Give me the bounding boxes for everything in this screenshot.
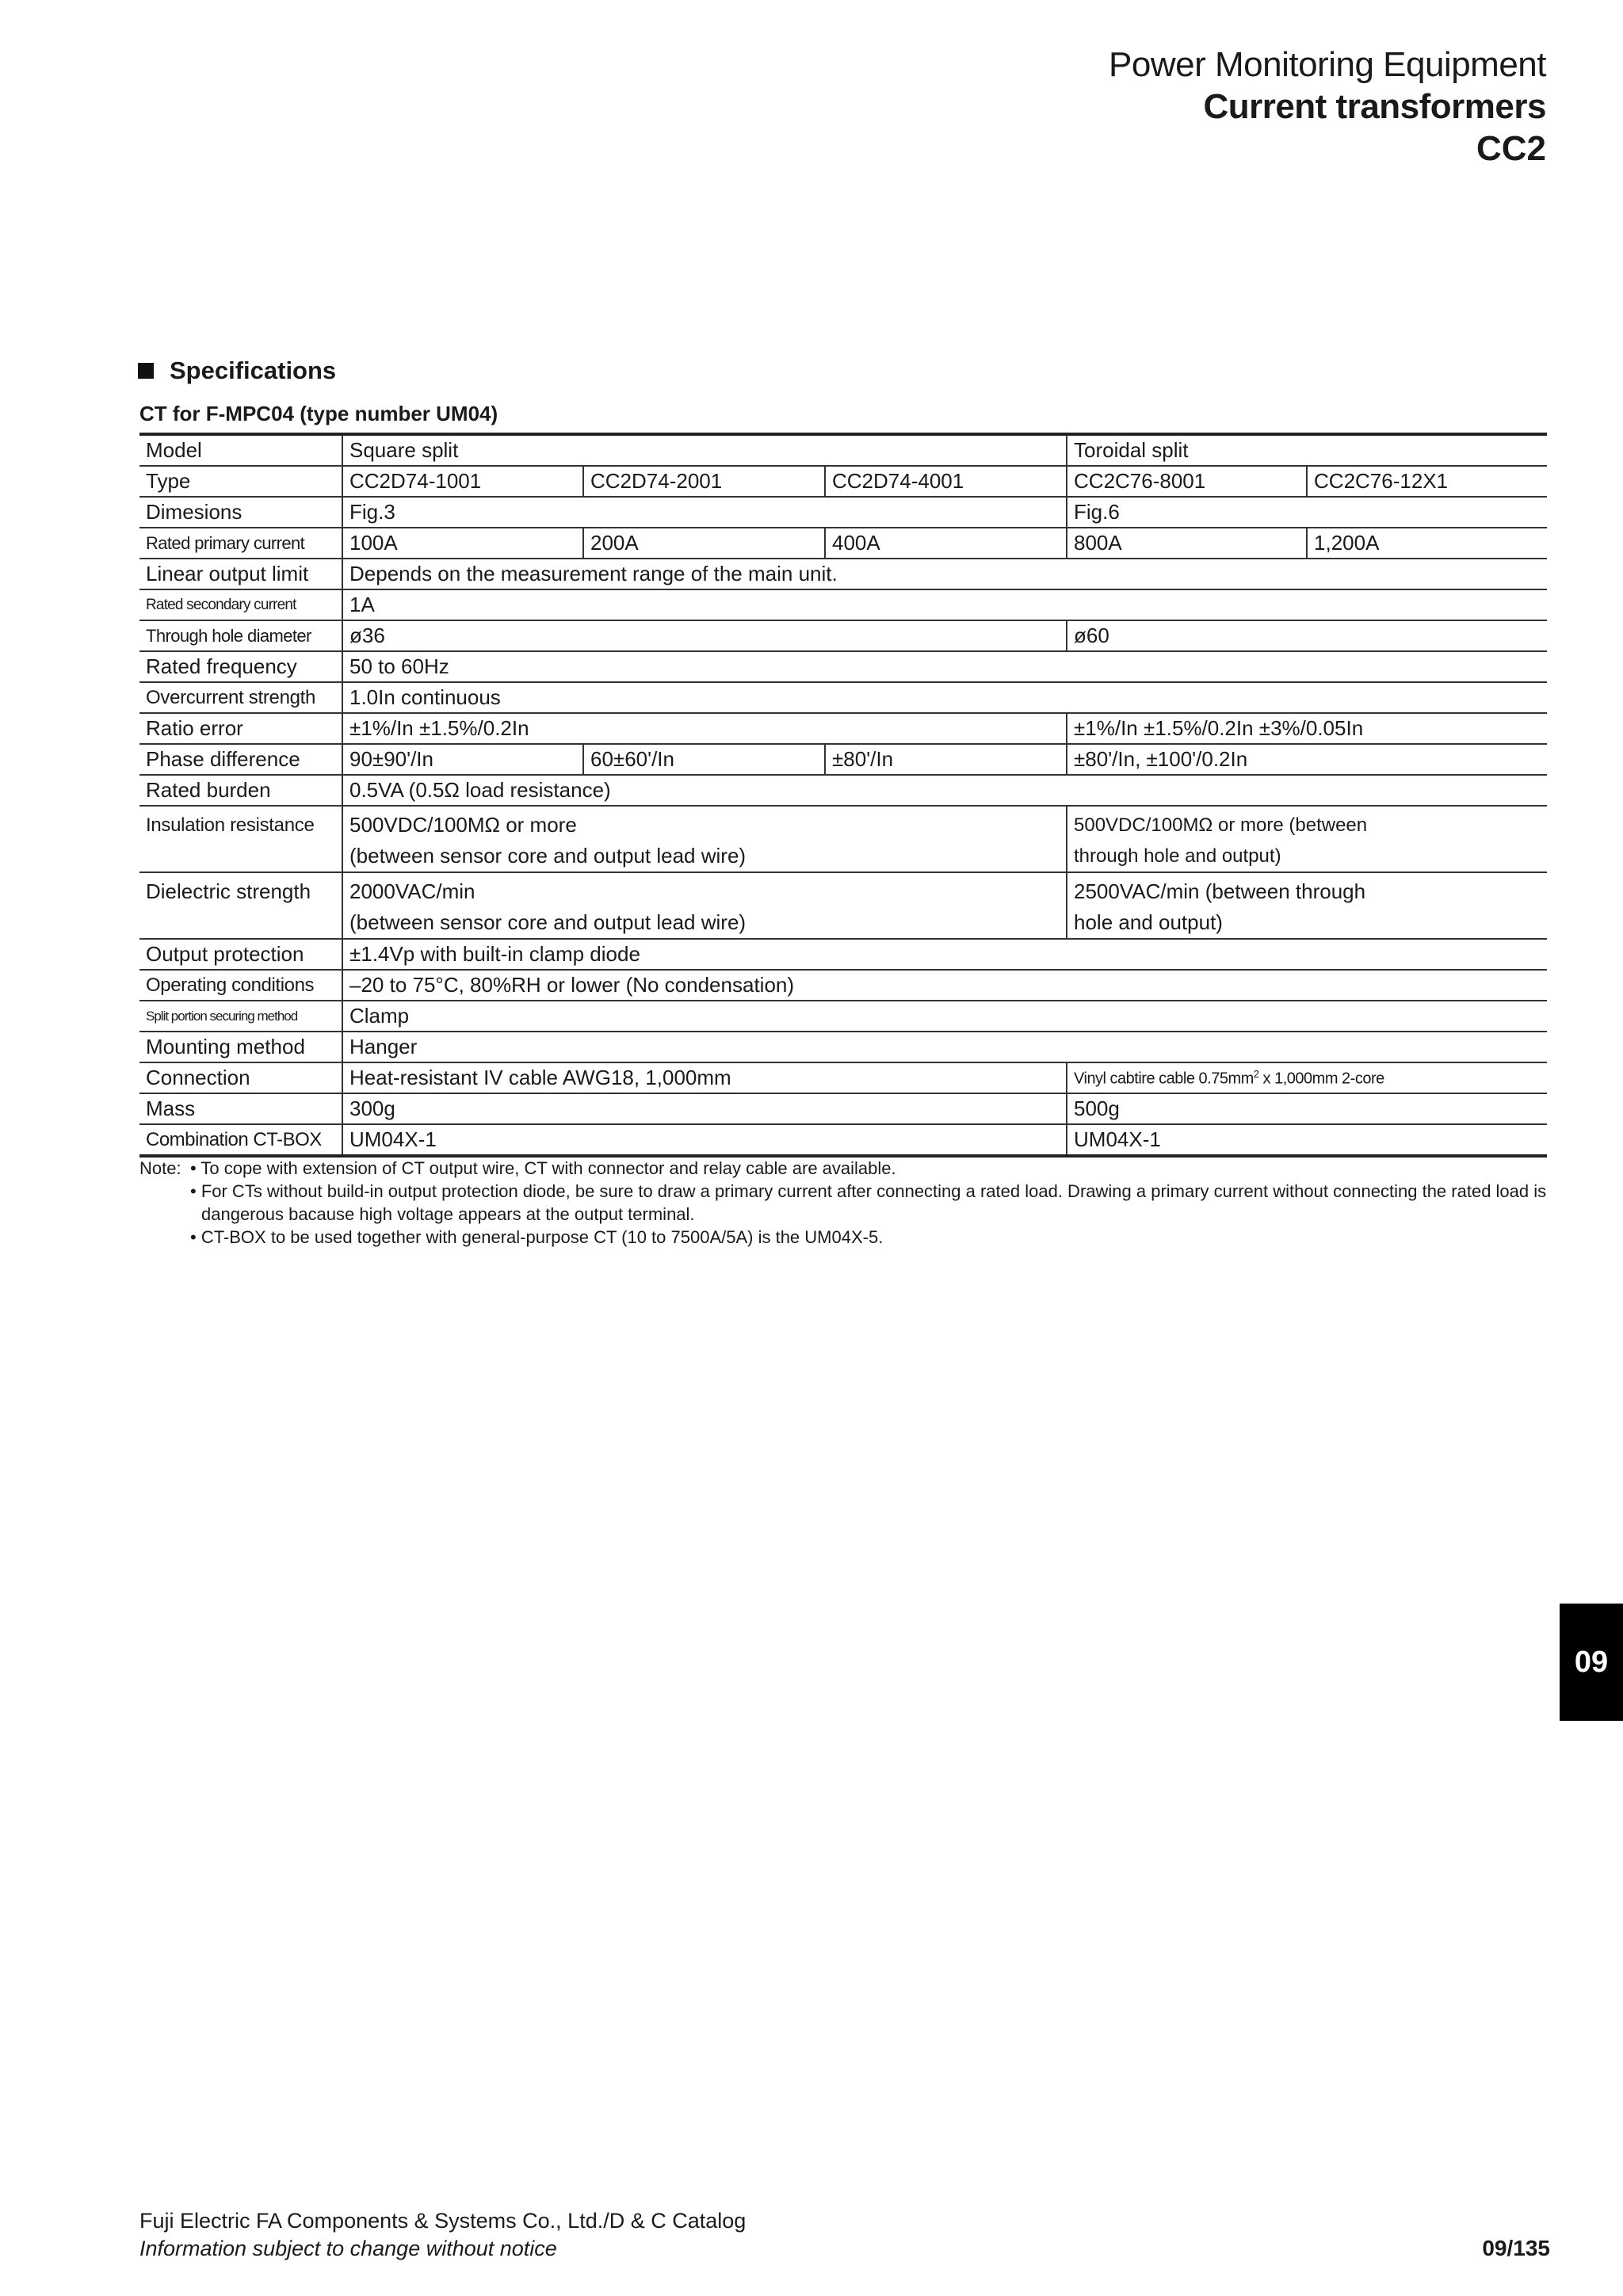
table-cell: ø60 xyxy=(1067,620,1547,651)
table-row xyxy=(139,651,1547,682)
cell-line: (between sensor core and output lead wire) xyxy=(349,910,747,934)
cell-line: 2000VAC/min xyxy=(349,879,475,903)
note-item: • CT-BOX to be used together with general-purpose CT (10 to 7500A/5A) is the UM04X-5. xyxy=(190,1227,884,1247)
cell-text: x 1,000mm 2-core xyxy=(1258,1070,1384,1088)
table-row xyxy=(139,620,1547,651)
table-cell xyxy=(342,872,1067,939)
table-cell xyxy=(1067,872,1547,939)
row-label xyxy=(139,872,342,939)
note-item: • To cope with extension of CT output wire, CT with connector and relay cable are available. xyxy=(190,1158,896,1178)
table-cell: ø36 xyxy=(342,620,1067,651)
table-cell: Clamp xyxy=(342,1001,1547,1032)
row-label: Rated burden xyxy=(139,775,342,806)
row-label: Split portion securing method xyxy=(139,1001,342,1032)
cell-line: hole and output) xyxy=(1074,910,1223,934)
table-row xyxy=(139,1001,1547,1032)
spec-table xyxy=(139,433,1547,1158)
footer-disclaimer: Information subject to change without notice xyxy=(139,2237,557,2260)
table-row xyxy=(139,466,1547,497)
table-cell: 400A xyxy=(825,528,1067,559)
table-cell: 1A xyxy=(342,589,1547,620)
cell-line: (between sensor core and output lead wire) xyxy=(349,844,747,868)
table-row xyxy=(139,682,1547,713)
cell-line: 2500VAC/min (between through xyxy=(1074,879,1366,903)
table-row xyxy=(139,589,1547,620)
row-label: Type xyxy=(139,466,342,497)
table-cell: 1,200A xyxy=(1307,528,1547,559)
cell-line: 500VDC/100MΩ or more xyxy=(349,813,577,837)
row-label: Output protection xyxy=(139,939,342,970)
table-cell: 90±90'/In xyxy=(342,744,583,775)
table-row xyxy=(139,970,1547,1001)
table-cell: UM04X-1 xyxy=(342,1124,1067,1156)
table-row xyxy=(139,1093,1547,1124)
row-label: Rated primary current xyxy=(139,528,342,559)
row-label: Dimesions xyxy=(139,497,342,528)
row-label: Operating conditions xyxy=(139,970,342,1001)
superscript: 2 xyxy=(1253,1067,1259,1080)
note-item: • For CTs without build-in output protection diode, be sure to draw a primary current after connecting a rated load. Drawing a primary current without connecting the rated load is dangerous bacause high voltage appears at the output terminal. xyxy=(190,1181,1547,1224)
table-row xyxy=(139,1032,1547,1062)
square-bullet-icon xyxy=(138,363,154,379)
table-cell: 50 to 60Hz xyxy=(342,651,1547,682)
table-cell: ±1%/In ±1.5%/0.2In ±3%/0.05In xyxy=(1067,713,1547,744)
table-cell: Heat-resistant IV cable AWG18, 1,000mm xyxy=(342,1062,1067,1093)
table-cell: Fig.3 xyxy=(342,497,1067,528)
table-cell: Depends on the measurement range of the main unit. xyxy=(342,559,1547,589)
header-model: CC2 xyxy=(1476,128,1546,168)
row-label: Combination CT-BOX xyxy=(139,1124,342,1156)
table-cell: 200A xyxy=(583,528,825,559)
row-label: Rated frequency xyxy=(139,651,342,682)
table-row xyxy=(139,434,1547,466)
table-row xyxy=(139,744,1547,775)
table-row xyxy=(139,806,1547,872)
table-cell: ±1%/In ±1.5%/0.2In xyxy=(342,713,1067,744)
table-cell: 500g xyxy=(1067,1093,1547,1124)
row-label: Mass xyxy=(139,1093,342,1124)
section-title-text: Specifications xyxy=(170,357,337,384)
cell-line: 500VDC/100MΩ or more (between xyxy=(1074,814,1368,836)
table-title: CT for F-MPC04 (type number UM04) xyxy=(139,402,498,425)
table-cell: CC2D74-4001 xyxy=(825,466,1067,497)
table-cell: 300g xyxy=(342,1093,1067,1124)
section-title xyxy=(138,357,336,385)
row-label: Linear output limit xyxy=(139,559,342,589)
table-cell xyxy=(342,806,1067,872)
table-cell: 100A xyxy=(342,528,583,559)
row-label: Mounting method xyxy=(139,1032,342,1062)
table-cell: Fig.6 xyxy=(1067,497,1547,528)
table-row xyxy=(139,939,1547,970)
row-label: Model xyxy=(139,434,342,466)
table-cell: ±80'/In xyxy=(825,744,1067,775)
table-cell: –20 to 75°C, 80%RH or lower (No condensation) xyxy=(342,970,1547,1001)
table-cell: ±1.4Vp with built-in clamp diode xyxy=(342,939,1547,970)
row-label: Ratio error xyxy=(139,713,342,744)
table-cell: CC2C76-8001 xyxy=(1067,466,1307,497)
chapter-tab: 09 xyxy=(1560,1604,1623,1721)
row-label: Phase difference xyxy=(139,744,342,775)
notes xyxy=(139,1157,1550,1249)
row-label: Rated secondary current xyxy=(139,589,342,620)
table-cell: 60±60'/In xyxy=(583,744,825,775)
table-row xyxy=(139,1062,1547,1093)
table-cell: 1.0In continuous xyxy=(342,682,1547,713)
table-cell: Toroidal split xyxy=(1067,434,1547,466)
row-label: Connection xyxy=(139,1062,342,1093)
row-label xyxy=(139,806,342,872)
table-cell: 800A xyxy=(1067,528,1307,559)
table-row xyxy=(139,559,1547,589)
notes-label: Note: xyxy=(139,1158,181,1178)
row-label: Through hole diameter xyxy=(139,620,342,651)
table-cell: CC2D74-2001 xyxy=(583,466,825,497)
table-row xyxy=(139,528,1547,559)
table-cell xyxy=(1067,806,1547,872)
page-header xyxy=(1109,44,1546,170)
table-row xyxy=(139,775,1547,806)
header-product-line: Current transformers xyxy=(1203,86,1546,126)
table-cell: 0.5VA (0.5Ω load resistance) xyxy=(342,775,1547,806)
table-row xyxy=(139,497,1547,528)
table-cell: ±80'/In, ±100'/0.2In xyxy=(1067,744,1547,775)
page-number: 09/135 xyxy=(1482,2236,1550,2260)
table-cell: CC2C76-12X1 xyxy=(1307,466,1547,497)
footer-company: Fuji Electric FA Components & Systems Co., Ltd./D & C Catalog xyxy=(139,2209,747,2233)
row-label: Overcurrent strength xyxy=(139,682,342,713)
table-cell: UM04X-1 xyxy=(1067,1124,1547,1156)
table-cell xyxy=(1067,1062,1547,1093)
table-cell: CC2D74-1001 xyxy=(342,466,583,497)
header-category: Power Monitoring Equipment xyxy=(1109,45,1546,84)
row-label-text: Dielectric strength xyxy=(146,879,311,903)
cell-line: through hole and output) xyxy=(1074,845,1281,867)
table-row xyxy=(139,713,1547,744)
table-cell: Square split xyxy=(342,434,1067,466)
table-row xyxy=(139,872,1547,939)
table-cell: Hanger xyxy=(342,1032,1547,1062)
cell-text: Vinyl cabtire cable 0.75mm xyxy=(1074,1070,1254,1088)
table-row xyxy=(139,1124,1547,1156)
row-label-text: Insulation resistance xyxy=(146,814,315,836)
